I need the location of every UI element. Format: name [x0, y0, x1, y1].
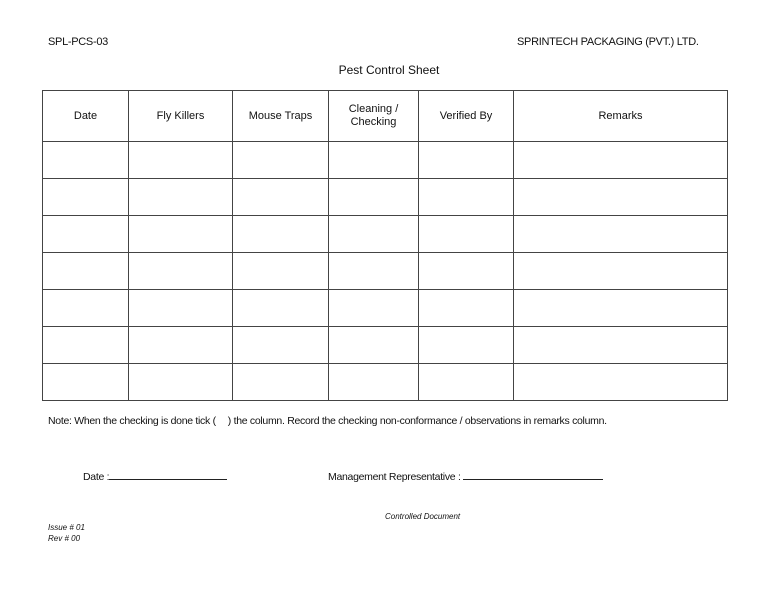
cell-cleaning-checking[interactable] [329, 216, 419, 253]
cell-date[interactable] [43, 216, 129, 253]
cell-cleaning-checking[interactable] [329, 142, 419, 179]
cell-fly-killers[interactable] [129, 216, 233, 253]
cell-date[interactable] [43, 142, 129, 179]
cell-cleaning-checking[interactable] [329, 179, 419, 216]
date-blank-line[interactable] [109, 469, 227, 480]
column-header-date: Date [43, 91, 129, 142]
table-row [43, 327, 728, 364]
cell-mouse-traps[interactable] [233, 142, 329, 179]
management-representative-blank-line[interactable] [463, 469, 603, 480]
cell-fly-killers[interactable] [129, 290, 233, 327]
management-representative-label: Management Representative : [328, 471, 461, 483]
column-header-cleaning-checking: Cleaning / Checking [329, 91, 419, 142]
cell-date[interactable] [43, 290, 129, 327]
cell-fly-killers[interactable] [129, 364, 233, 401]
cell-cleaning-checking[interactable] [329, 327, 419, 364]
cell-cleaning-checking[interactable] [329, 290, 419, 327]
cell-remarks[interactable] [514, 290, 728, 327]
column-header-verified-by: Verified By [419, 91, 514, 142]
company-name: SPRINTECH PACKAGING (PVT.) LTD. [517, 36, 699, 48]
cell-remarks[interactable] [514, 253, 728, 290]
cell-cleaning-checking[interactable] [329, 253, 419, 290]
table-row [43, 290, 728, 327]
issue-revision [48, 522, 85, 544]
cell-mouse-traps[interactable] [233, 327, 329, 364]
date-label: Date : [83, 471, 110, 483]
cell-fly-killers[interactable] [129, 327, 233, 364]
cell-mouse-traps[interactable] [233, 253, 329, 290]
cell-remarks[interactable] [514, 179, 728, 216]
cell-verified-by[interactable] [419, 179, 514, 216]
cell-date[interactable] [43, 364, 129, 401]
management-representative-field [328, 469, 603, 483]
revision-number: Rev # 00 [48, 534, 81, 543]
cell-remarks[interactable] [514, 364, 728, 401]
cell-verified-by[interactable] [419, 364, 514, 401]
table-row [43, 253, 728, 290]
cell-fly-killers[interactable] [129, 253, 233, 290]
document-code: SPL-PCS-03 [48, 36, 108, 48]
cell-mouse-traps[interactable] [233, 290, 329, 327]
cell-mouse-traps[interactable] [233, 216, 329, 253]
table-row [43, 142, 728, 179]
page-title: Pest Control Sheet [338, 63, 440, 77]
cell-date[interactable] [43, 179, 129, 216]
note-text: Note: When the checking is done tick ( ) the column. Record the checking non-conformance / observations in remarks column. [48, 415, 607, 427]
cell-verified-by[interactable] [419, 216, 514, 253]
column-header-remarks: Remarks [514, 91, 728, 142]
table-row [43, 179, 728, 216]
cell-mouse-traps[interactable] [233, 364, 329, 401]
table-row [43, 364, 728, 401]
cell-verified-by[interactable] [419, 327, 514, 364]
column-header-fly-killers: Fly Killers [129, 91, 233, 142]
cell-date[interactable] [43, 327, 129, 364]
controlled-document-label: Controlled Document [385, 512, 461, 521]
date-signature-field [83, 469, 227, 483]
table-row [43, 216, 728, 253]
cell-remarks[interactable] [514, 216, 728, 253]
cell-verified-by[interactable] [419, 142, 514, 179]
cell-verified-by[interactable] [419, 253, 514, 290]
cell-fly-killers[interactable] [129, 142, 233, 179]
cell-remarks[interactable] [514, 327, 728, 364]
table-header-row [43, 91, 728, 142]
cell-remarks[interactable] [514, 142, 728, 179]
cell-verified-by[interactable] [419, 290, 514, 327]
cell-mouse-traps[interactable] [233, 179, 329, 216]
cell-cleaning-checking[interactable] [329, 364, 419, 401]
pest-control-table [42, 90, 728, 401]
cell-date[interactable] [43, 253, 129, 290]
issue-number: Issue # 01 [48, 523, 85, 532]
column-header-mouse-traps: Mouse Traps [233, 91, 329, 142]
cell-fly-killers[interactable] [129, 179, 233, 216]
